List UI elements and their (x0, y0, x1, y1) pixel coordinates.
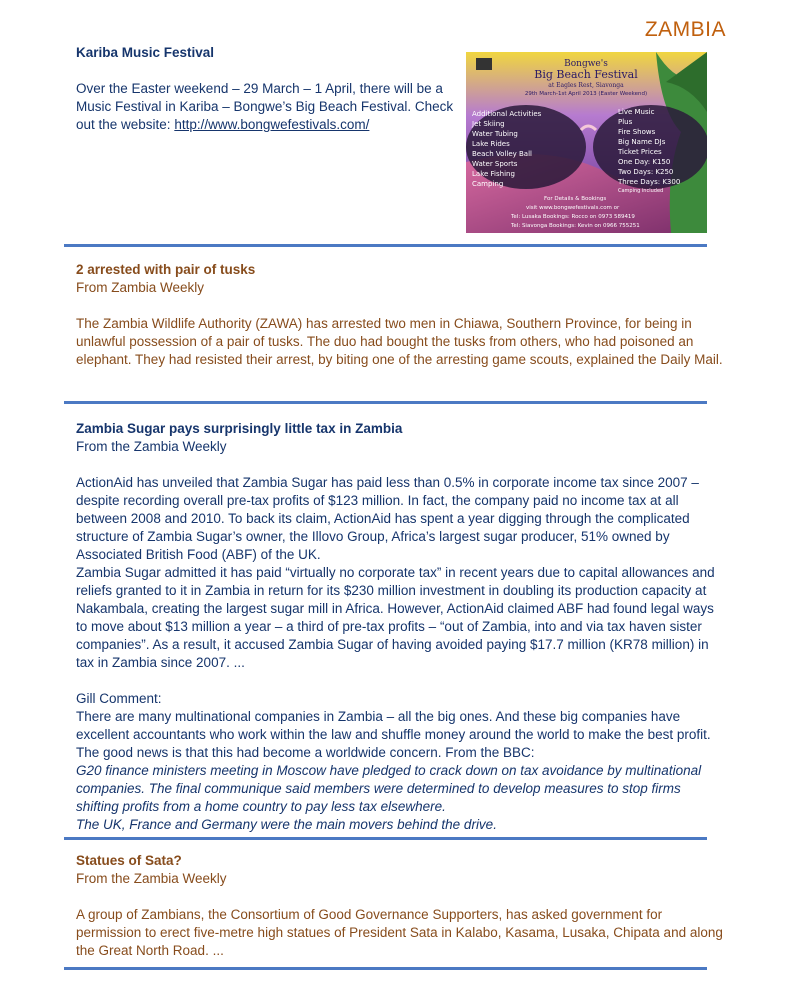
section-divider (64, 967, 707, 970)
poster-left-0: Additional Activities (472, 110, 542, 118)
poster-right-2: Fire Shows (618, 128, 656, 136)
poster-title-line1: Bongwe's (564, 59, 608, 69)
poster-contact-1: For Details & Bookings (544, 196, 607, 202)
page-country-title: ZAMBIA (644, 18, 726, 41)
tusks-source: From Zambia Weekly (76, 280, 205, 295)
poster-dates: 29th March-1st April 2013 (Easter Weekend) (524, 91, 648, 97)
poster-left-1: Jet Skiing (472, 120, 505, 128)
statues-section (76, 852, 726, 960)
poster-left-2: Water Tubing (472, 130, 518, 138)
poster-left-6: Lake Fishing (472, 170, 515, 178)
poster-image (466, 52, 707, 233)
gill-comment-label: Gill Comment: (76, 691, 162, 706)
poster-right-5: One Day: K150 (618, 158, 671, 166)
poster-left-5: Water Sports (472, 160, 518, 168)
poster-right-8: Camping included (618, 188, 664, 194)
section-divider (64, 837, 707, 840)
festival-text (76, 80, 456, 134)
tusks-title: 2 arrested with pair of tusks (76, 262, 256, 277)
bbc-quote: G20 finance ministers meeting in Moscow have pledged to crack down on tax avoidance by multinational companies. The final communique said members were determined to develop measures to stop firms shifting profits from a home country to pay less tax elsewhere. (76, 763, 702, 814)
poster-title-line3: at Eagles Rest, Siavonga (548, 82, 624, 89)
sugar-section (76, 420, 726, 834)
festival-body: Over the Easter weekend – 29 March – 1 April, there will be a Music Festival in Kariba – Bongwe’s Big Beach Festival. Check out the website: (76, 81, 454, 132)
festival-section (76, 44, 456, 134)
statues-source: From the Zambia Weekly (76, 871, 227, 886)
section-divider (64, 244, 707, 247)
sugar-title: Zambia Sugar pays surprisingly little tax in Zambia (76, 421, 403, 436)
festival-title: Kariba Music Festival (76, 45, 215, 60)
poster-contact-4: Tel: Siavonga Bookings: Kevin on 0966 755251 (511, 223, 640, 229)
sugar-para2: Zambia Sugar admitted it has paid “virtually no corporate tax” in recent years due to capital allowances and reliefs granted to it in Zambia in return for its $230 million investment in doubling its production capacity at Nakambala, creating the largest sugar mill in Africa. However, ActionAid claimed ABF had found legal ways to move about $13 million a year – a third of pre-tax profits – “out of Zambia, into and via tax haven sister companies”. As a result, it accused Zambia Sugar of having avoided paying $17.7 million (KR78 million) in tax in Zambia since 2007. ... (76, 565, 715, 670)
festival-poster (466, 52, 707, 233)
poster-right-1: Plus (618, 118, 633, 126)
poster-right-4: Ticket Prices (618, 148, 662, 156)
festival-link[interactable]: http://www.bongwefestivals.com/ (174, 117, 370, 132)
gill-comment: There are many multinational companies in Zambia – all the big ones. And these big companies have excellent accountants who work within the law and shuffle money around the world to make the best profit. The good news is that this had become a worldwide concern. From the BBC: (76, 709, 711, 760)
poster-left-3: Lake Rides (472, 140, 510, 148)
sugar-para1: ActionAid has unveiled that Zambia Sugar has paid less than 0.5% in corporate income tax since 2007 – despite recording overall pre-tax profits of $123 million. In fact, the company paid no income tax at all between 2008 and 2010. To back its claim, ActionAid has spent a year digging through the complicated structure of Zambia Sugar’s owner, the Illovo Group, Africa’s largest sugar producer, 51% owned by Associated British Food (ABF) of the UK. (76, 475, 699, 562)
poster-contact-3: Tel: Lusaka Bookings: Rocco on 0973 589419 (511, 214, 635, 220)
statues-title: Statues of Sata? (76, 853, 182, 868)
section-divider (64, 401, 707, 404)
poster-right-6: Two Days: K250 (618, 168, 674, 176)
poster-left-4: Beach Volley Ball (472, 150, 532, 158)
poster-left-7: Camping (472, 180, 504, 188)
poster-right-0: Live Music (618, 108, 655, 116)
tusks-text: The Zambia Wildlife Authority (ZAWA) has arrested two men in Chiawa, Southern Province, for being in unlawful possession of a pair of tusks. The duo had bought the tusks from others, who had poisoned an elephant. They had resisted their arrest, by biting one of the arresting game scouts, explained the Daily Mail. (76, 316, 723, 367)
sugar-source: From the Zambia Weekly (76, 439, 227, 454)
poster-right-3: Big Name DJs (618, 138, 666, 146)
poster-right-7: Three Days: K300 (618, 178, 681, 186)
poster-title-line2: Big Beach Festival (534, 68, 638, 81)
poster-contact-2: visit www.bongwefestivals.com or (526, 205, 620, 211)
tusks-section (76, 261, 726, 369)
statues-text: A group of Zambians, the Consortium of Good Governance Supporters, has asked government for permission to erect five-metre high statues of President Sata in Kalabo, Kasama, Lusaka, Chipata and along the Great North Road. ... (76, 907, 723, 958)
bbc-quote-2: The UK, France and Germany were the main movers behind the drive. (76, 817, 497, 832)
